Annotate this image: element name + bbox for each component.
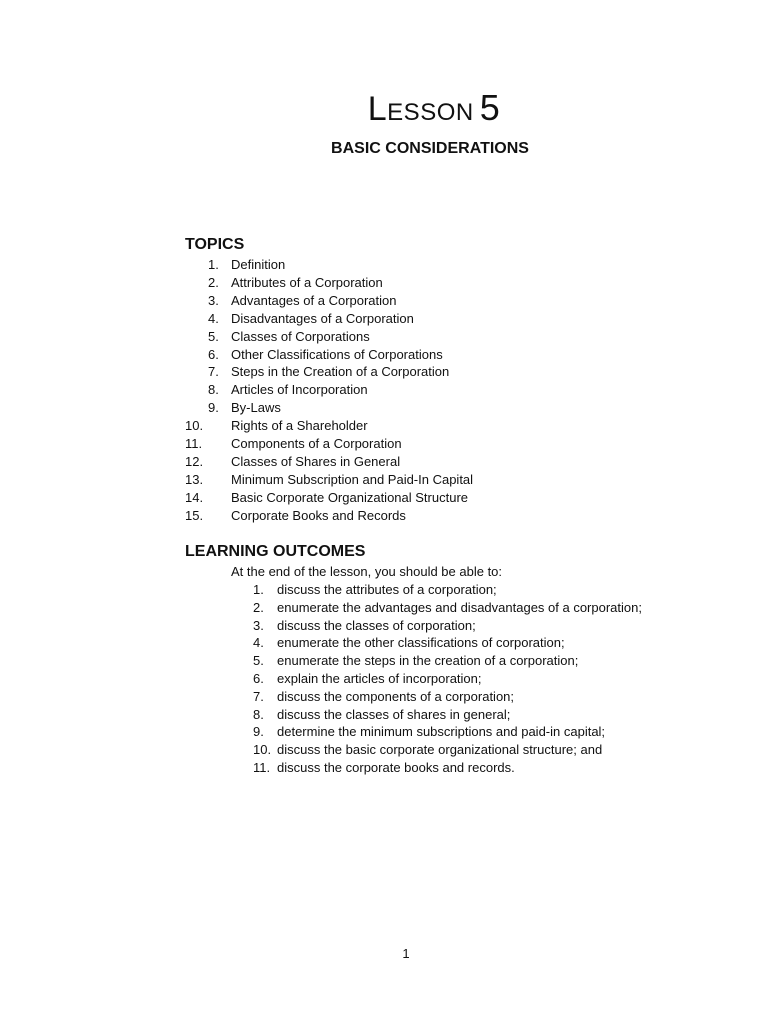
outcome-item [253, 723, 655, 741]
topic-item [185, 328, 473, 346]
topic-item [185, 471, 473, 489]
outcome-number: 6. [253, 670, 264, 686]
topic-item [185, 399, 473, 417]
topic-text: Components of a Corporation [231, 436, 402, 452]
page-number: 1 [402, 946, 410, 961]
lesson-title [0, 88, 768, 129]
topic-number: 15. [185, 507, 204, 523]
topic-text: Definition [231, 257, 286, 272]
outcome-number: 9. [253, 724, 264, 740]
outcome-item [253, 706, 655, 724]
lesson-subtitle: BASIC CONSIDERATIONS [331, 140, 529, 157]
topics-list [185, 256, 473, 525]
learning-outcomes-heading: LEARNING OUTCOMES [185, 543, 366, 560]
outcome-number: 2. [253, 599, 264, 615]
topic-item [185, 310, 473, 328]
outcome-number: 7. [253, 688, 264, 704]
topic-number: 10. [185, 418, 204, 434]
topic-number: 9. [208, 400, 219, 416]
outcome-number: 10. [253, 742, 272, 758]
topic-number: 6. [208, 346, 219, 362]
outcome-text: enumerate the other classifications of corporation; [277, 635, 565, 651]
learning-outcomes-intro: At the end of the lesson, you should be able to: [231, 564, 503, 579]
topic-item [185, 363, 473, 381]
topic-item [185, 346, 473, 364]
outcome-number: 3. [253, 617, 264, 633]
outcome-text: discuss the corporate books and records. [277, 759, 515, 775]
outcome-item [253, 759, 655, 777]
outcome-item [253, 617, 655, 635]
outcome-item [253, 652, 655, 670]
outcome-text: discuss the classes of shares in general; [277, 706, 511, 722]
lesson-title-number: 5 [479, 87, 501, 128]
topic-text: Steps in the Creation of a Corporation [231, 364, 450, 380]
outcome-item [253, 688, 655, 706]
topics-heading: TOPICS [185, 236, 245, 253]
outcome-item [253, 599, 655, 617]
outcome-item [253, 634, 655, 652]
topic-number: 14. [185, 489, 204, 505]
topic-text: Articles of Incorporation [231, 382, 368, 398]
outcome-text: enumerate the steps in the creation of a corporation; [277, 653, 579, 669]
topic-number: 2. [208, 274, 219, 290]
outcome-number: 11. [253, 759, 271, 775]
outcome-text: explain the articles of incorporation; [277, 670, 482, 686]
topic-text: Other Classifications of Corporations [231, 346, 443, 362]
topic-number: 4. [208, 310, 219, 326]
topic-item [185, 453, 473, 471]
topic-item [185, 274, 473, 292]
topic-item [185, 256, 473, 274]
topic-item [185, 381, 473, 399]
outcome-item [253, 670, 655, 688]
topic-number: 11. [185, 436, 203, 452]
outcome-item [253, 741, 655, 759]
outcome-text: discuss the basic corporate organizational structure; and [277, 742, 603, 758]
outcome-number: 5. [253, 653, 264, 669]
topic-item [185, 292, 473, 310]
outcome-text: enumerate the advantages and disadvantages of a corporation; [277, 599, 642, 615]
topic-item [185, 489, 473, 507]
topic-text: Rights of a Shareholder [231, 418, 368, 434]
outcome-number: 4. [253, 635, 264, 651]
topic-text: Minimum Subscription and Paid-In Capital [231, 471, 474, 487]
topic-item [185, 435, 473, 453]
topic-text: Basic Corporate Organizational Structure [231, 489, 469, 505]
outcome-text: discuss the attributes of a corporation; [277, 582, 497, 597]
topic-text: Attributes of a Corporation [231, 274, 383, 290]
topic-text: Classes of Corporations [231, 328, 370, 344]
topic-number: 1. [208, 257, 219, 272]
outcome-text: discuss the classes of corporation; [277, 617, 476, 633]
topic-number: 13. [185, 471, 204, 487]
topic-text: Disadvantages of a Corporation [231, 310, 414, 326]
topic-text: By-Laws [231, 400, 281, 416]
outcome-text: discuss the components of a corporation; [277, 688, 515, 704]
lesson-title-word: Lesson [367, 90, 474, 128]
topic-item [185, 507, 473, 525]
learning-outcomes-list [253, 581, 655, 777]
topic-number: 12. [185, 453, 204, 469]
topic-number: 8. [208, 382, 219, 398]
outcome-text: determine the minimum subscriptions and paid-in capital; [277, 724, 606, 740]
topic-text: Corporate Books and Records [231, 507, 406, 523]
topic-number: 7. [208, 364, 219, 380]
topic-text: Classes of Shares in General [231, 453, 401, 469]
outcome-number: 1. [253, 582, 264, 597]
topic-number: 3. [208, 292, 219, 308]
outcome-item [253, 581, 655, 599]
topic-number: 5. [208, 328, 219, 344]
topic-text: Advantages of a Corporation [231, 292, 397, 308]
topic-item [185, 417, 473, 435]
outcome-number: 8. [253, 706, 264, 722]
